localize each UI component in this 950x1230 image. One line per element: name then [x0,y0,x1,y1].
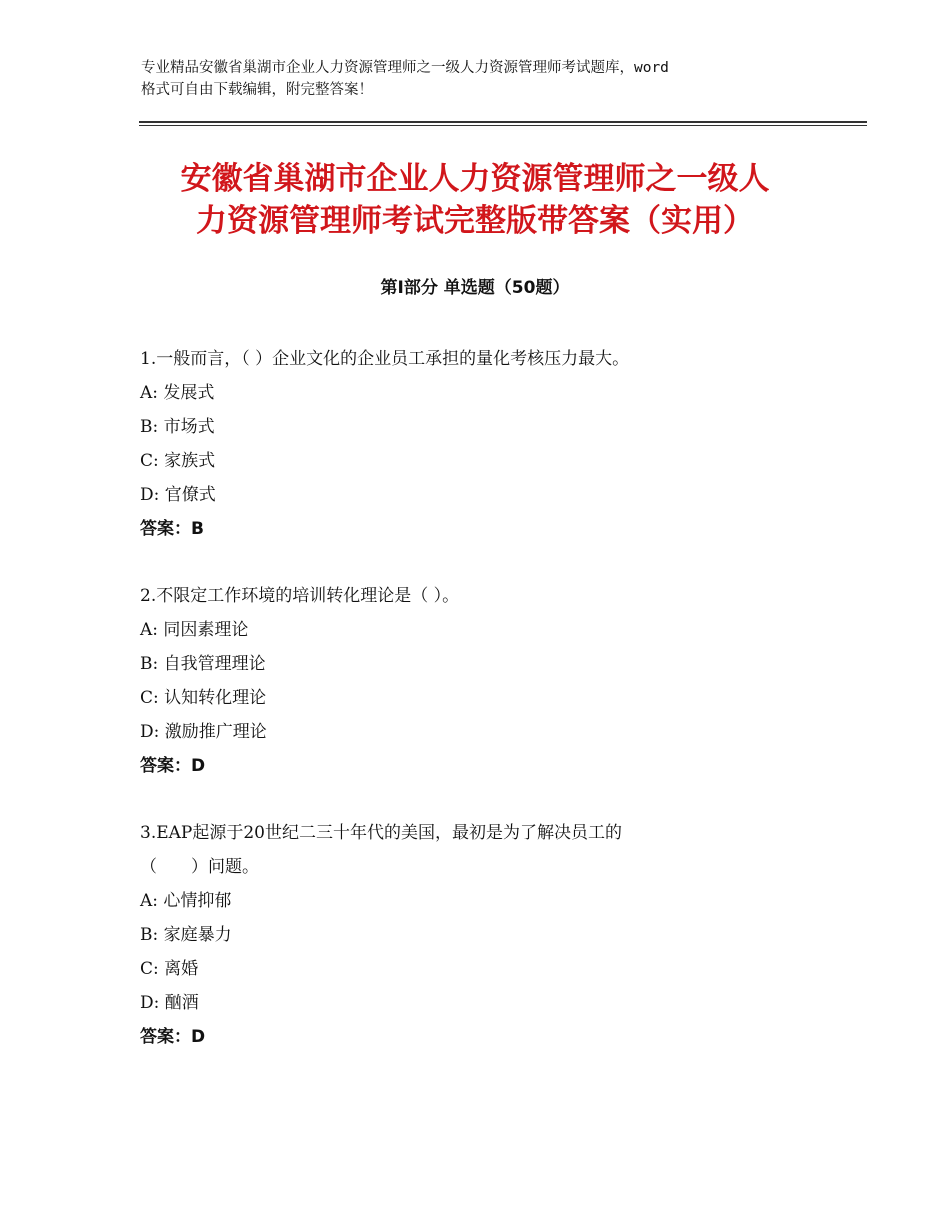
question-3 [140,816,830,1054]
document-title-line-1: 安徽省巢湖市企业人力资源管理师之一级人 [180,161,770,197]
header-note-line-1: 专业精品安徽省巢湖市企业人力资源管理师之一级人力资源管理师考试题库，word [141,60,669,76]
question-2 [140,579,830,783]
header-rule-thin [139,125,867,126]
option-c: C: 认知转化理论 [140,688,267,708]
question-stem: 3.EAP起源于20世纪二三十年代的美国，最初是为了解决员工的 [140,823,622,843]
option-d: D: 官僚式 [140,485,216,505]
question-stem: 1.一般而言，（ ）企业文化的企业员工承担的量化考核压力最大。 [140,349,630,369]
option-a: A: 心情抑郁 [140,891,232,911]
option-d: D: 激励推广理论 [140,722,267,742]
option-d: D: 酗酒 [140,993,199,1013]
option-a: A: 发展式 [140,383,215,403]
option-b: B: 自我管理理论 [140,654,266,674]
header-note-line-2: 格式可自由下载编辑，附完整答案！ [141,82,373,98]
question-list [140,342,830,1087]
document-title [120,158,830,242]
question-1 [140,342,830,546]
document-title-line-2: 力资源管理师考试完整版带答案（实用） [196,203,754,239]
header-rule-thick [139,121,867,123]
question-stem: 2.不限定工作环境的培训转化理论是（ ）。 [140,586,460,606]
answer: 答案：D [140,756,206,776]
option-c: C: 家族式 [140,451,216,471]
option-a: A: 同因素理论 [140,620,249,640]
header-note [141,57,831,101]
section-title: 第Ⅰ部分 单选题（50题） [380,278,570,298]
question-stem-continued: （ ）问题。 [140,857,259,877]
option-b: B: 市场式 [140,417,215,437]
answer: 答案：D [140,1027,206,1047]
option-b: B: 家庭暴力 [140,925,232,945]
answer: 答案：B [140,519,204,539]
option-c: C: 离婚 [140,959,199,979]
